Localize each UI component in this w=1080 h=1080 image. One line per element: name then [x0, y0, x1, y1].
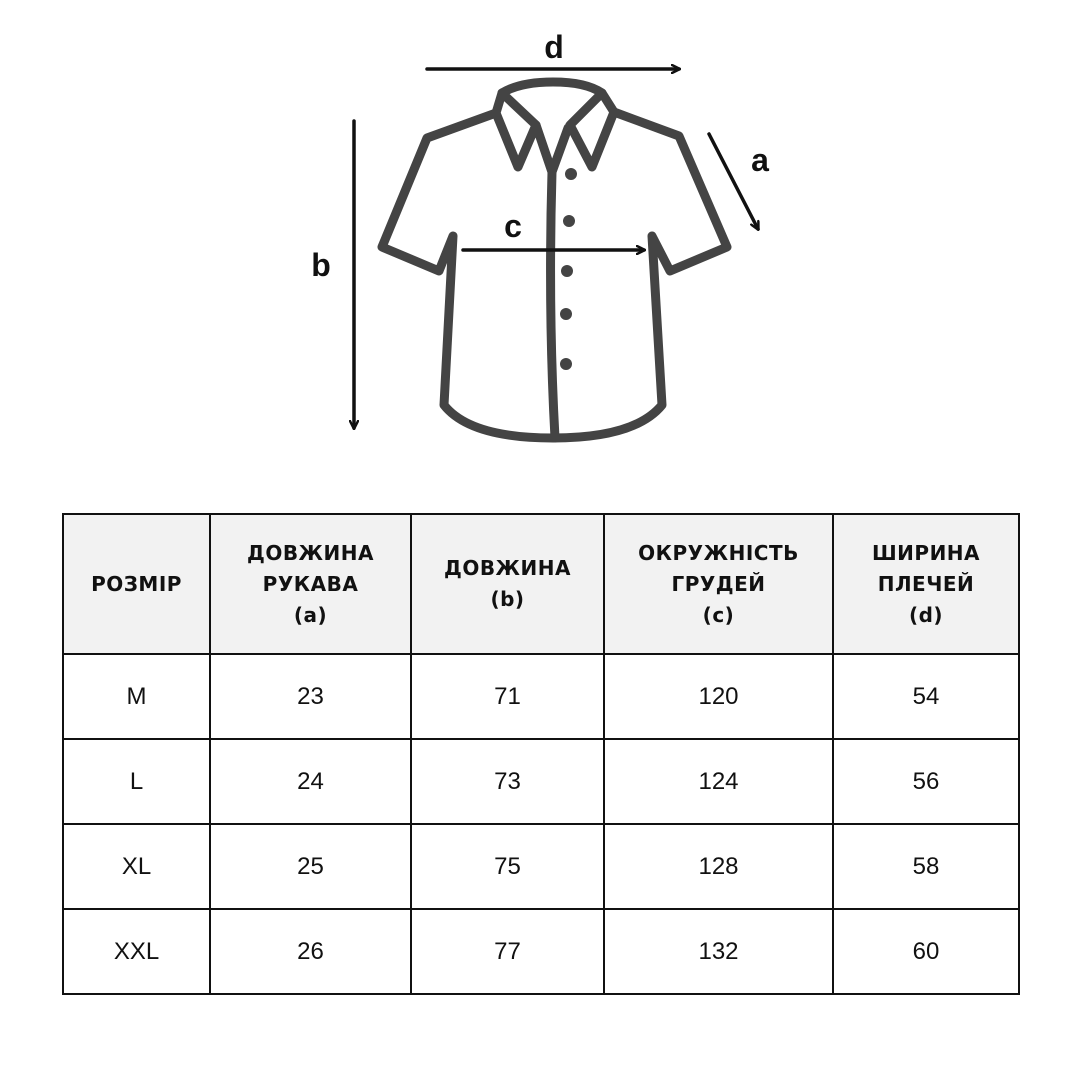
shirt-placket — [536, 125, 568, 172]
size-chart-table — [62, 513, 1020, 995]
shirt-collar-right — [570, 93, 614, 167]
cell-shoulder-width: 60 — [833, 909, 1019, 994]
cell-sleeve-length: 25 — [210, 824, 411, 909]
cell-length: 75 — [411, 824, 604, 909]
shirt-button — [565, 168, 577, 180]
table-row — [63, 739, 1019, 824]
cell-size: L — [63, 739, 210, 824]
cell-sleeve-length: 24 — [210, 739, 411, 824]
header-chest: ОКРУЖНІСТЬ ГРУДЕЙ (c) — [604, 514, 833, 654]
shirt-button — [563, 215, 575, 227]
shirt-placket-line — [551, 172, 555, 438]
shirt-button — [560, 308, 572, 320]
shirt-collar-left — [496, 93, 536, 167]
cell-shoulder-width: 54 — [833, 654, 1019, 739]
table-row — [63, 909, 1019, 994]
cell-shoulder-width: 58 — [833, 824, 1019, 909]
cell-chest: 132 — [604, 909, 833, 994]
cell-chest: 128 — [604, 824, 833, 909]
table-row — [63, 654, 1019, 739]
header-shoulder-width: ШИРИНА ПЛЕЧЕЙ (d) — [833, 514, 1019, 654]
cell-sleeve-length: 26 — [210, 909, 411, 994]
label-b: b — [311, 247, 331, 283]
table-header-row — [63, 514, 1019, 654]
cell-length: 73 — [411, 739, 604, 824]
cell-length: 71 — [411, 654, 604, 739]
header-sleeve-length: ДОВЖИНА РУКАВА (a) — [210, 514, 411, 654]
label-c: c — [504, 208, 522, 244]
cell-shoulder-width: 56 — [833, 739, 1019, 824]
header-length: ДОВЖИНА (b) — [411, 514, 604, 654]
label-d: d — [544, 29, 564, 65]
cell-size: M — [63, 654, 210, 739]
shirt-icon — [382, 82, 727, 438]
shirt-collar-band — [502, 82, 602, 93]
cell-size: XL — [63, 824, 210, 909]
cell-length: 77 — [411, 909, 604, 994]
shirt-button — [560, 358, 572, 370]
cell-chest: 124 — [604, 739, 833, 824]
header-size: РОЗМІР — [63, 514, 210, 654]
table-row — [63, 824, 1019, 909]
shirt-measurement-diagram — [0, 0, 1080, 470]
cell-chest: 120 — [604, 654, 833, 739]
label-a: a — [751, 142, 769, 178]
shirt-buttons — [560, 168, 577, 370]
cell-sleeve-length: 23 — [210, 654, 411, 739]
shirt-button — [561, 265, 573, 277]
cell-size: XXL — [63, 909, 210, 994]
